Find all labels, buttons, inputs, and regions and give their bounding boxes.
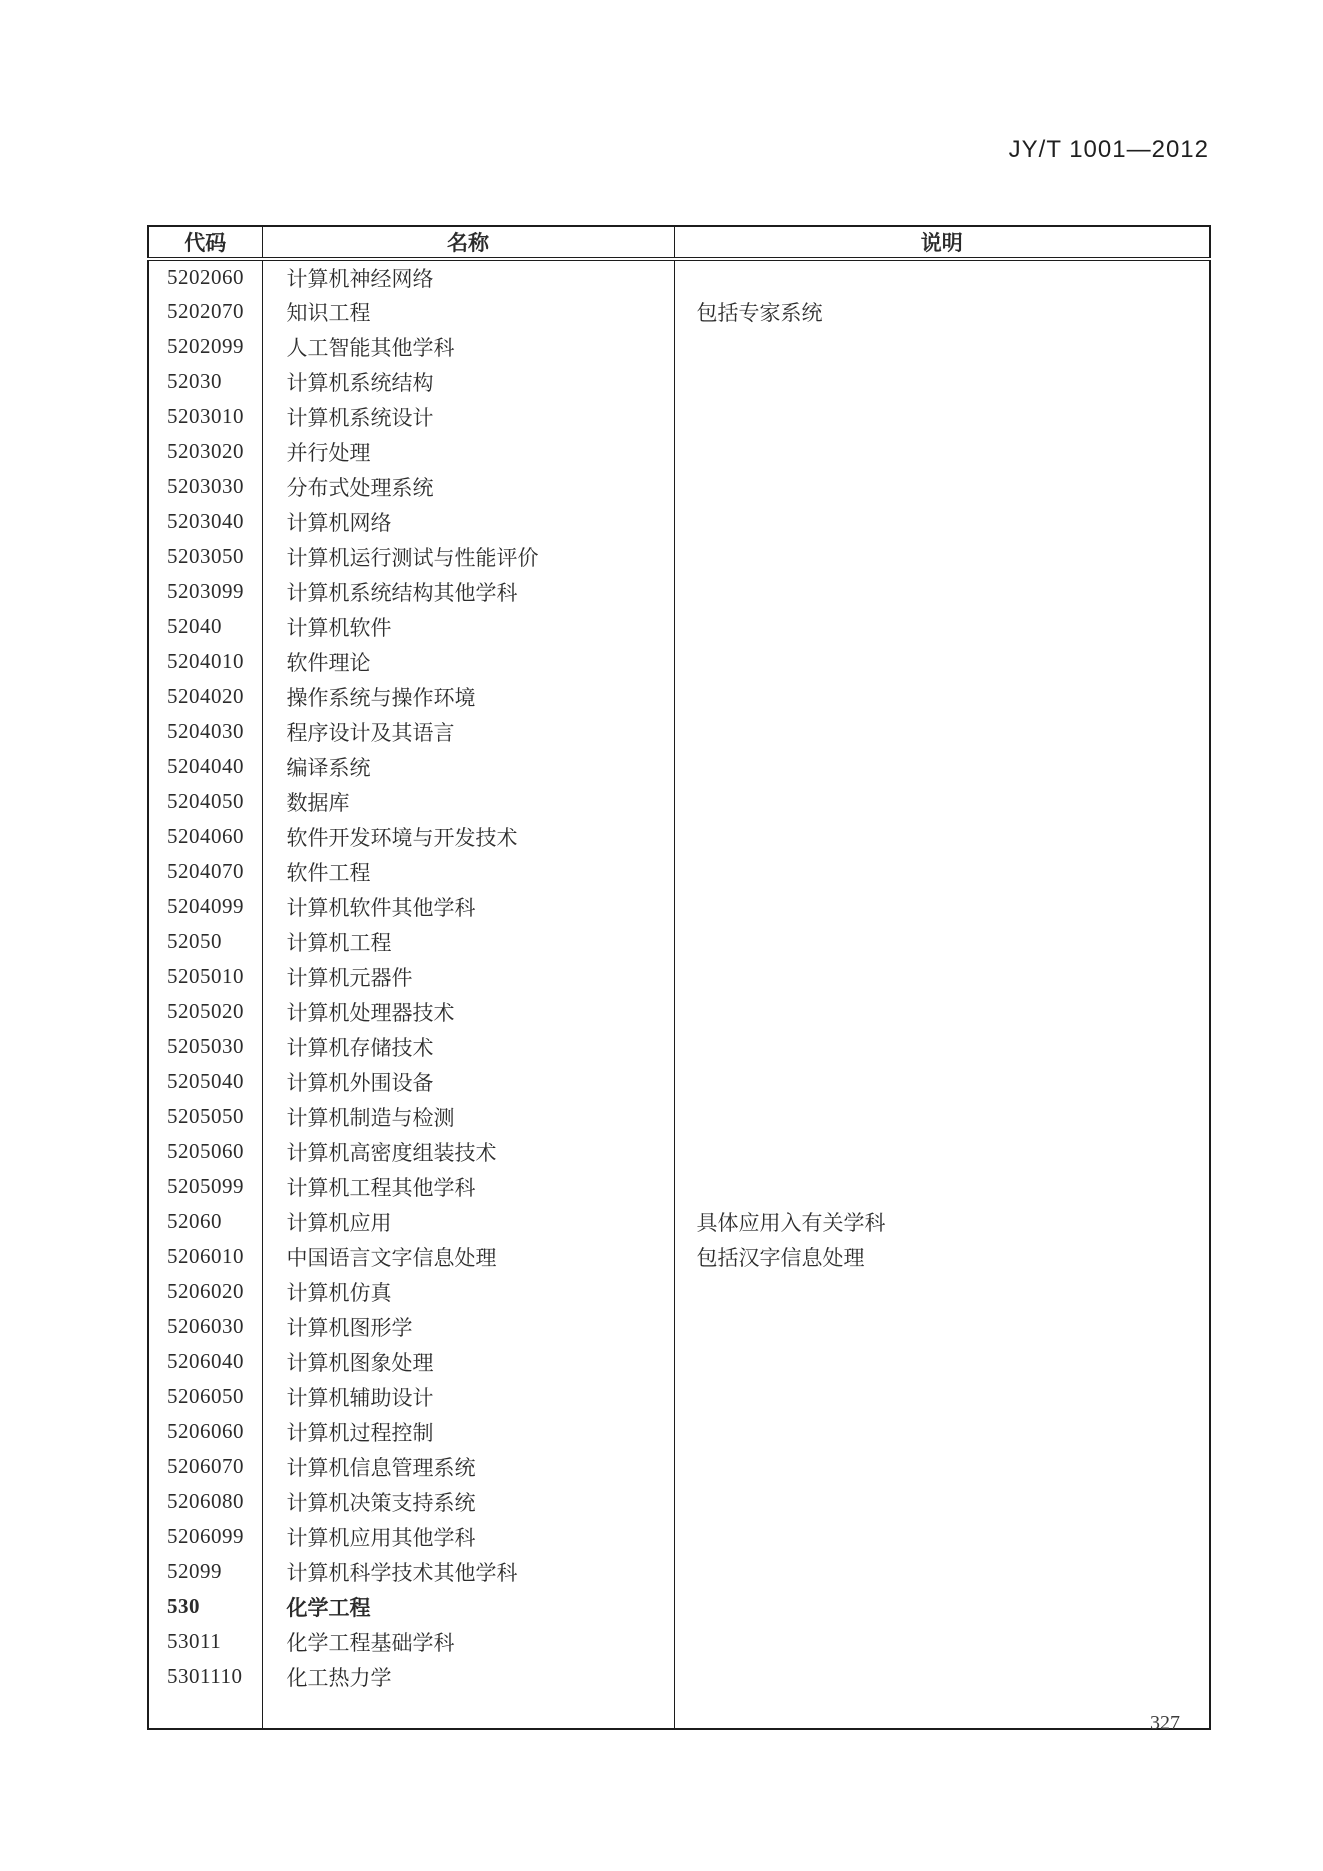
table-row xyxy=(148,679,1210,714)
row-name-cell: 计算机决策支持系统 xyxy=(262,1484,674,1519)
row-name-cell: 编译系统 xyxy=(262,749,674,784)
row-note-cell xyxy=(674,679,1210,714)
row-code-cell: 5206040 xyxy=(148,1344,262,1379)
row-code-cell: 5205099 xyxy=(148,1169,262,1204)
table-row xyxy=(148,364,1210,399)
table-row xyxy=(148,504,1210,539)
row-name-cell: 计算机存储技术 xyxy=(262,1029,674,1064)
row-note-cell xyxy=(674,1169,1210,1204)
row-note-cell xyxy=(674,399,1210,434)
row-code-cell: 52030 xyxy=(148,364,262,399)
row-note-cell xyxy=(674,259,1210,294)
row-note-cell xyxy=(674,1344,1210,1379)
row-code-cell: 5205030 xyxy=(148,1029,262,1064)
row-code-cell: 5203010 xyxy=(148,399,262,434)
table-row xyxy=(148,1274,1210,1309)
row-note-cell xyxy=(674,924,1210,959)
row-name-cell: 计算机过程控制 xyxy=(262,1414,674,1449)
row-name-cell: 分布式处理系统 xyxy=(262,469,674,504)
row-code-cell: 5205010 xyxy=(148,959,262,994)
table-row xyxy=(148,1589,1210,1624)
row-note-cell xyxy=(674,1414,1210,1449)
table-body xyxy=(148,259,1210,1729)
table-row xyxy=(148,469,1210,504)
row-note-cell xyxy=(674,889,1210,924)
row-code-cell: 5301110 xyxy=(148,1659,262,1694)
row-code-cell: 5203050 xyxy=(148,539,262,574)
table-row xyxy=(148,959,1210,994)
table-row xyxy=(148,1449,1210,1484)
page-number: 327 xyxy=(1150,1712,1180,1734)
table-row xyxy=(148,399,1210,434)
row-name-cell: 操作系统与操作环境 xyxy=(262,679,674,714)
row-name-cell: 计算机外围设备 xyxy=(262,1064,674,1099)
table-row xyxy=(148,1379,1210,1414)
row-note-cell xyxy=(674,504,1210,539)
row-note-cell xyxy=(674,364,1210,399)
row-note-cell xyxy=(674,1449,1210,1484)
table-row xyxy=(148,1484,1210,1519)
row-note-cell xyxy=(674,959,1210,994)
table-row xyxy=(148,714,1210,749)
row-note-cell xyxy=(674,469,1210,504)
row-code-cell: 5204060 xyxy=(148,819,262,854)
row-name-cell: 计算机制造与检测 xyxy=(262,1099,674,1134)
table-row xyxy=(148,294,1210,329)
row-name-cell: 计算机工程 xyxy=(262,924,674,959)
row-name-cell: 中国语言文字信息处理 xyxy=(262,1239,674,1274)
row-name-cell: 化学工程基础学科 xyxy=(262,1624,674,1659)
row-note-cell xyxy=(674,1694,1210,1729)
row-note-cell xyxy=(674,1624,1210,1659)
table-header-row xyxy=(148,226,1210,259)
table-row xyxy=(148,1414,1210,1449)
row-code-cell: 5205020 xyxy=(148,994,262,1029)
row-code-cell: 5206099 xyxy=(148,1519,262,1554)
row-code-cell: 5204010 xyxy=(148,644,262,679)
table-row xyxy=(148,1169,1210,1204)
row-code-cell: 5206080 xyxy=(148,1484,262,1519)
row-note-cell xyxy=(674,644,1210,679)
table-row xyxy=(148,994,1210,1029)
column-header-note: 说明 xyxy=(674,226,1210,259)
row-code-cell: 530 xyxy=(148,1589,262,1624)
row-name-cell: 人工智能其他学科 xyxy=(262,329,674,364)
row-name-cell: 数据库 xyxy=(262,784,674,819)
row-note-cell xyxy=(674,609,1210,644)
table-row xyxy=(148,259,1210,294)
column-header-code: 代码 xyxy=(148,226,262,259)
table-row xyxy=(148,924,1210,959)
row-name-cell: 计算机运行测试与性能评价 xyxy=(262,539,674,574)
row-name-cell: 计算机系统结构 xyxy=(262,364,674,399)
row-name-cell: 计算机图形学 xyxy=(262,1309,674,1344)
row-code-cell: 5203020 xyxy=(148,434,262,469)
row-code-cell: 5203099 xyxy=(148,574,262,609)
row-code-cell: 5206050 xyxy=(148,1379,262,1414)
row-name-cell xyxy=(262,1694,674,1729)
row-note-cell xyxy=(674,819,1210,854)
row-name-cell: 程序设计及其语言 xyxy=(262,714,674,749)
row-name-cell: 计算机元器件 xyxy=(262,959,674,994)
classification-table xyxy=(147,225,1211,1730)
row-note-cell: 包括专家系统 xyxy=(696,300,823,325)
row-code-cell: 52050 xyxy=(148,924,262,959)
table-row xyxy=(148,1239,1210,1274)
row-code-cell: 5203040 xyxy=(148,504,262,539)
row-code-cell: 5203030 xyxy=(148,469,262,504)
table-row xyxy=(148,1029,1210,1064)
row-note-cell xyxy=(674,1519,1210,1554)
row-note-cell xyxy=(674,1274,1210,1309)
table-row xyxy=(148,854,1210,889)
row-code-cell: 5204040 xyxy=(148,749,262,784)
row-code-cell: 5204020 xyxy=(148,679,262,714)
table-row xyxy=(148,1344,1210,1379)
table-row xyxy=(148,1554,1210,1589)
row-name-cell: 计算机系统结构其他学科 xyxy=(262,574,674,609)
row-note-cell xyxy=(674,1659,1210,1694)
row-name-cell: 计算机工程其他学科 xyxy=(262,1169,674,1204)
row-name-cell: 软件工程 xyxy=(262,854,674,889)
table-row xyxy=(148,1099,1210,1134)
row-code-cell: 52060 xyxy=(148,1204,262,1239)
table-row xyxy=(148,539,1210,574)
table-row xyxy=(148,1064,1210,1099)
column-header-name: 名称 xyxy=(262,226,674,259)
table-row xyxy=(148,644,1210,679)
row-code-cell: 5206030 xyxy=(148,1309,262,1344)
table-row xyxy=(148,1309,1210,1344)
row-note-cell xyxy=(674,1134,1210,1169)
row-name-cell: 计算机处理器技术 xyxy=(262,994,674,1029)
row-name-cell: 化工热力学 xyxy=(262,1659,674,1694)
table-row xyxy=(148,434,1210,469)
row-note-cell xyxy=(674,749,1210,784)
table-row xyxy=(148,329,1210,364)
row-name-cell: 计算机科学技术其他学科 xyxy=(262,1554,674,1589)
row-code-cell: 5206010 xyxy=(148,1239,262,1274)
row-note-cell xyxy=(674,1484,1210,1519)
row-code-cell: 52040 xyxy=(148,609,262,644)
row-code-cell: 5202060 xyxy=(148,259,262,294)
row-note-cell xyxy=(674,854,1210,889)
table-row xyxy=(148,784,1210,819)
row-name-cell: 计算机网络 xyxy=(262,504,674,539)
row-note-cell xyxy=(674,714,1210,749)
row-code-cell: 5202099 xyxy=(148,329,262,364)
row-note-cell xyxy=(674,434,1210,469)
row-code-cell: 5205040 xyxy=(148,1064,262,1099)
row-code-cell: 5204050 xyxy=(148,784,262,819)
row-code-cell: 5202070 xyxy=(148,294,262,329)
row-code-cell xyxy=(148,1694,262,1729)
row-note-cell xyxy=(674,329,1210,364)
table-row xyxy=(148,889,1210,924)
row-name-cell: 计算机软件其他学科 xyxy=(262,889,674,924)
table-row xyxy=(148,609,1210,644)
row-note-cell xyxy=(674,1064,1210,1099)
row-code-cell: 5204099 xyxy=(148,889,262,924)
row-note-cell xyxy=(674,1379,1210,1414)
row-note-cell xyxy=(674,539,1210,574)
table-bottom-spacer xyxy=(148,1694,1210,1729)
row-code-cell: 5205060 xyxy=(148,1134,262,1169)
table-header xyxy=(148,226,1210,259)
row-note-cell xyxy=(674,784,1210,819)
row-name-cell: 计算机应用其他学科 xyxy=(262,1519,674,1554)
row-note-cell: 具体应用入有关学科 xyxy=(696,1210,886,1235)
row-name-cell: 计算机软件 xyxy=(262,609,674,644)
table-row xyxy=(148,1519,1210,1554)
row-note-cell: 包括汉字信息处理 xyxy=(696,1245,865,1270)
standard-reference: JY/T 1001—2012 xyxy=(1008,136,1209,163)
row-note-cell xyxy=(674,1554,1210,1589)
row-name-cell: 软件理论 xyxy=(262,644,674,679)
row-name-cell: 软件开发环境与开发技术 xyxy=(262,819,674,854)
row-code-cell: 5204070 xyxy=(148,854,262,889)
row-code-cell: 5206020 xyxy=(148,1274,262,1309)
row-name-cell: 计算机信息管理系统 xyxy=(262,1449,674,1484)
row-name-cell: 化学工程 xyxy=(262,1589,674,1624)
row-name-cell: 计算机仿真 xyxy=(262,1274,674,1309)
row-name-cell: 并行处理 xyxy=(262,434,674,469)
row-name-cell: 计算机应用 xyxy=(262,1204,674,1239)
row-note-cell xyxy=(674,1029,1210,1064)
row-code-cell: 5206060 xyxy=(148,1414,262,1449)
row-name-cell: 知识工程 xyxy=(262,294,674,329)
table-row xyxy=(148,1624,1210,1659)
row-name-cell: 计算机图象处理 xyxy=(262,1344,674,1379)
row-name-cell: 计算机辅助设计 xyxy=(262,1379,674,1414)
row-name-cell: 计算机高密度组装技术 xyxy=(262,1134,674,1169)
row-code-cell: 52099 xyxy=(148,1554,262,1589)
row-code-cell: 5206070 xyxy=(148,1449,262,1484)
row-code-cell: 5204030 xyxy=(148,714,262,749)
row-note-cell xyxy=(674,994,1210,1029)
row-note-cell xyxy=(674,574,1210,609)
row-name-cell: 计算机神经网络 xyxy=(262,259,674,294)
row-name-cell: 计算机系统设计 xyxy=(262,399,674,434)
table-row xyxy=(148,574,1210,609)
table-row xyxy=(148,1204,1210,1239)
table-row xyxy=(148,819,1210,854)
row-code-cell: 5205050 xyxy=(148,1099,262,1134)
row-note-cell xyxy=(674,1099,1210,1134)
table-row xyxy=(148,749,1210,784)
row-note-cell xyxy=(674,1309,1210,1344)
row-note-cell xyxy=(674,1589,1210,1624)
row-code-cell: 53011 xyxy=(148,1624,262,1659)
table-row xyxy=(148,1134,1210,1169)
table-row xyxy=(148,1659,1210,1694)
